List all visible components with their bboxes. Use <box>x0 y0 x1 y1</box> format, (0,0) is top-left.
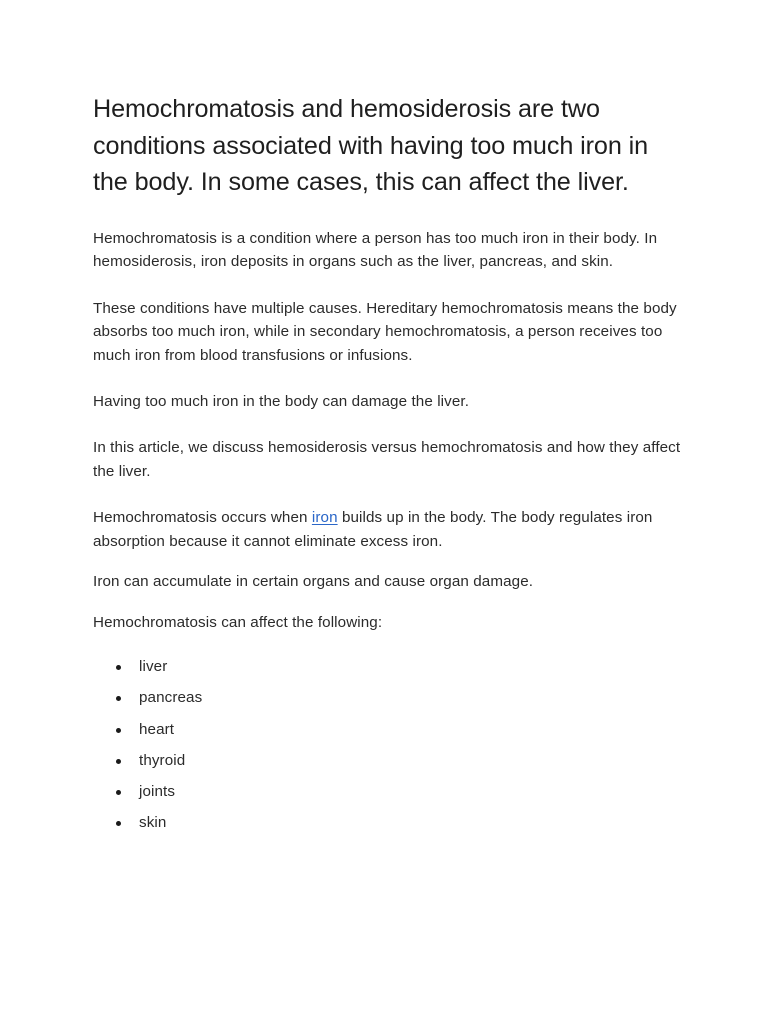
paragraph-iron-buildup <box>93 506 683 553</box>
paragraph-liver-damage: Having too much iron in the body can damage the liver. <box>93 392 470 410</box>
paragraph-iron-text-before: Hemochromatosis occurs when <box>93 508 312 526</box>
iron-link[interactable]: iron <box>311 508 338 526</box>
paragraph-iron-text-after: builds up in the body. The body regulates iron absorption because it cannot eliminate excess iron. <box>93 508 653 550</box>
bullet-icon <box>116 665 121 670</box>
bullet-icon <box>116 790 121 795</box>
list-item <box>93 682 683 713</box>
affected-organs-list <box>93 651 683 838</box>
list-item-label: heart <box>139 720 175 738</box>
bullet-icon <box>116 821 121 826</box>
list-item-label: liver <box>139 658 168 676</box>
list-item-label: joints <box>139 783 176 801</box>
list-item <box>93 651 683 682</box>
list-item <box>93 776 683 807</box>
list-item <box>93 745 683 776</box>
list-item-label: thyroid <box>139 751 186 769</box>
paragraph-definition: Hemochromatosis is a condition where a person has too much iron in their body. In hemosiderosis, iron deposits in organs such as the liver, pancreas, and skin. <box>93 229 658 271</box>
list-item-label: pancreas <box>139 689 203 707</box>
bullet-icon <box>116 728 121 733</box>
bullet-icon <box>116 696 121 701</box>
paragraph-article-intro: In this article, we discuss hemosiderosis versus hemochromatosis and how they affect the liver. <box>93 439 681 480</box>
bullet-icon <box>116 759 121 764</box>
paragraph-causes: These conditions have multiple causes. Hereditary hemochromatosis means the body absorbs too much iron, while in secondary hemochromatosis, a person receives too much iron from blood transfusions or infusions. <box>93 299 677 364</box>
paragraph-affects-intro: Hemochromatosis can affect the following: <box>93 613 383 631</box>
paragraph-organ-damage: Iron can accumulate in certain organs and cause organ damage. <box>93 573 534 591</box>
list-item <box>93 714 683 745</box>
list-item <box>93 807 683 838</box>
list-item-label: skin <box>139 814 167 832</box>
article-body <box>93 91 683 839</box>
article-lead: Hemochromatosis and hemosiderosis are two conditions associated with having too much iron in the body. In some cases, this can affect the liver. <box>93 95 649 197</box>
